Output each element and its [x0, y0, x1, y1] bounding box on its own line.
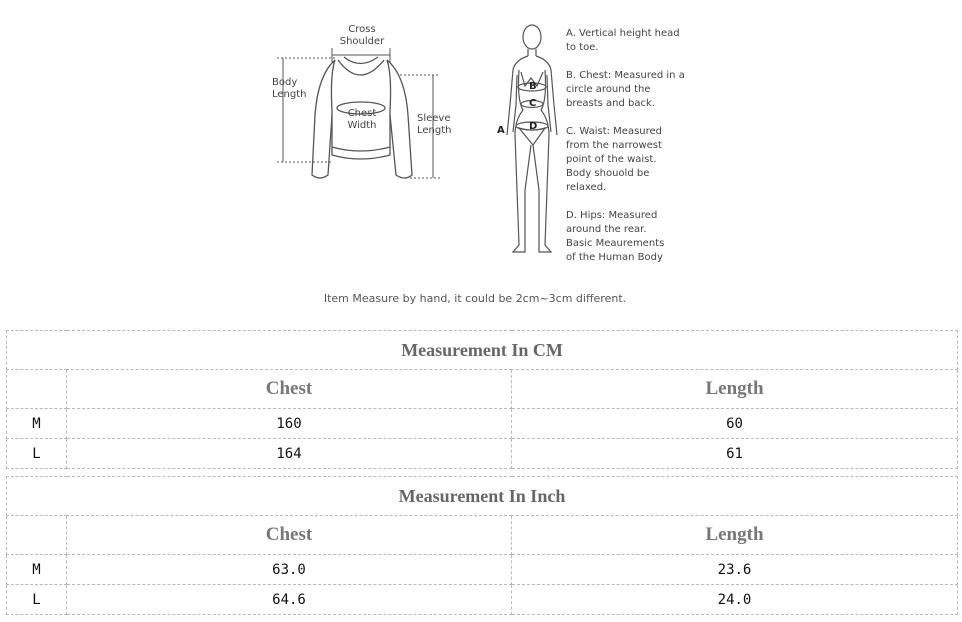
human-figure-illustration	[495, 20, 565, 260]
header-size-blank	[7, 370, 67, 409]
size-table-cm	[6, 330, 958, 469]
measure-footnote: Item Measure by hand, it could be 2cm~3cm different.	[323, 292, 627, 305]
chest-value: 160	[67, 409, 512, 439]
size-label: M	[7, 409, 67, 439]
size-label: L	[7, 585, 67, 615]
length-value: 61	[512, 439, 958, 469]
figure-letter-c: C	[529, 98, 537, 109]
note-hips: D. Hips: Measured around the rear. Basic Meaurements of the Human Body	[566, 210, 665, 263]
table-row	[7, 585, 958, 615]
size-label: M	[7, 555, 67, 585]
size-table-inch	[6, 476, 958, 615]
table-title-cm: Measurement In CM	[7, 331, 958, 370]
note-chest: B. Chest: Measured in a circle around the breasts and back.	[566, 70, 685, 109]
chest-value: 63.0	[67, 555, 512, 585]
chest-width-label: Chest Width	[347, 108, 377, 131]
note-height: A. Vertical height head to toe.	[566, 28, 680, 53]
table-row	[7, 439, 958, 469]
sleeve-length-label: Sleeve Length	[417, 113, 452, 136]
body-length-label: Body Length	[272, 77, 307, 100]
length-value: 24.0	[512, 585, 958, 615]
length-value: 23.6	[512, 555, 958, 585]
table-row	[7, 555, 958, 585]
figure-letter-b: B	[529, 81, 537, 92]
header-length: Length	[512, 516, 958, 555]
figure-letter-a: A	[497, 125, 505, 136]
chest-value: 64.6	[67, 585, 512, 615]
note-waist: C. Waist: Measured from the narrowest point of the waist. Body shouold be relaxed.	[566, 126, 663, 193]
table-row	[7, 409, 958, 439]
header-length: Length	[512, 370, 958, 409]
chest-value: 164	[67, 439, 512, 469]
header-chest: Chest	[67, 516, 512, 555]
figure-letter-d: D	[529, 121, 538, 132]
size-label: L	[7, 439, 67, 469]
header-size-blank	[7, 516, 67, 555]
length-value: 60	[512, 409, 958, 439]
header-chest: Chest	[67, 370, 512, 409]
table-title-inch: Measurement In Inch	[7, 477, 958, 516]
cross-shoulder-label: Cross Shoulder	[339, 24, 385, 47]
